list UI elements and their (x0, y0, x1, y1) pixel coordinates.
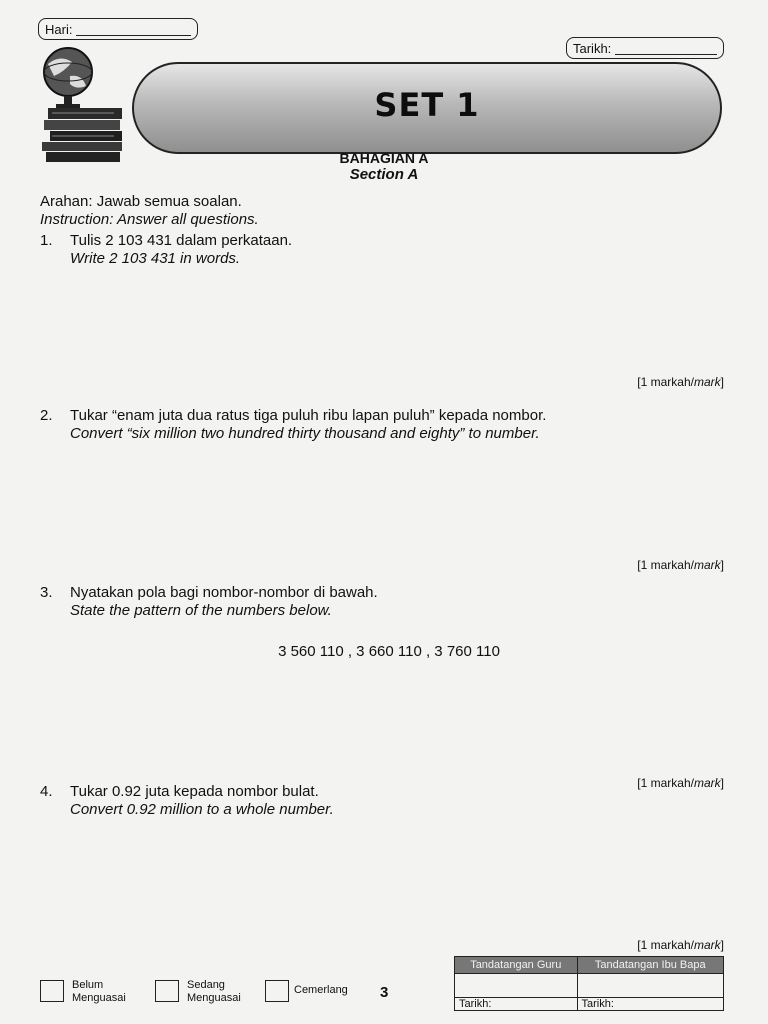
question-text-ms: Tukar 0.92 juta kepada nombor bulat. (70, 783, 319, 800)
date-input-line[interactable] (615, 42, 717, 55)
question-text-ms: Nyatakan pola bagi nombor-nombor di bawah. (70, 584, 378, 601)
date-label: Tarikh: (573, 40, 612, 56)
question-text-en: Convert 0.92 million to a whole number. (70, 801, 334, 818)
question-text-ms: Tulis 2 103 431 dalam perkataan. (70, 232, 293, 249)
question-text-en: Write 2 103 431 in words. (70, 250, 241, 267)
status-checkbox-belum[interactable] (40, 980, 64, 1002)
instruction-en: Instruction: Answer all questions. (40, 211, 259, 228)
parent-date-cell[interactable]: Tarikh: (577, 998, 723, 1011)
question-text-ms: Tukar “enam juta dua ratus tiga puluh ribu lapan puluh” kepada nombor. (70, 407, 547, 424)
day-label: Hari: (45, 21, 73, 37)
signature-table (454, 956, 724, 1011)
mark-label-q2: [1 markah/mark] (637, 558, 724, 572)
day-field[interactable] (38, 18, 198, 40)
question-number: 3. (40, 584, 53, 601)
teacher-date-cell[interactable]: Tarikh: (455, 998, 578, 1011)
question-1 (40, 232, 740, 272)
question-text-en: State the pattern of the numbers below. (70, 602, 332, 619)
parent-signature-box[interactable] (577, 974, 723, 998)
mark-label-q3: [1 markah/mark] (637, 776, 724, 790)
set-banner (132, 62, 722, 154)
question-text-en: Convert “six million two hundred thirty thousand and eighty” to number. (70, 425, 540, 442)
mark-label-q4: [1 markah/mark] (637, 938, 724, 952)
status-label-cemerlang: Cemerlang (294, 984, 348, 996)
question-number: 4. (40, 783, 53, 800)
status-label-belum: Belum Menguasai (72, 979, 126, 1004)
question-3 (40, 584, 740, 624)
section-heading-ms: BAHAGIAN A (339, 150, 429, 166)
teacher-signature-box[interactable] (455, 974, 578, 998)
status-checkbox-cemerlang[interactable] (265, 980, 289, 1002)
question-4 (40, 783, 600, 823)
question-number: 2. (40, 407, 53, 424)
section-heading-en: Section A (349, 166, 419, 183)
banner-title: SET 1 (374, 86, 480, 124)
status-checkbox-sedang[interactable] (155, 980, 179, 1002)
globe-books-icon (34, 46, 126, 166)
number-pattern: 3 560 110 , 3 660 110 , 3 760 110 (278, 643, 500, 660)
mark-label-q1: [1 markah/mark] (637, 375, 724, 389)
page-number: 3 (380, 984, 389, 1001)
question-2 (40, 407, 740, 447)
status-label-sedang: Sedang Menguasai (187, 979, 241, 1004)
teacher-signature-header: Tandatangan Guru (455, 957, 578, 974)
date-field[interactable] (566, 37, 724, 59)
question-number: 1. (40, 232, 53, 249)
parent-signature-header: Tandatangan Ibu Bapa (577, 957, 723, 974)
instruction-ms: Arahan: Jawab semua soalan. (40, 193, 242, 210)
day-input-line[interactable] (76, 23, 191, 36)
